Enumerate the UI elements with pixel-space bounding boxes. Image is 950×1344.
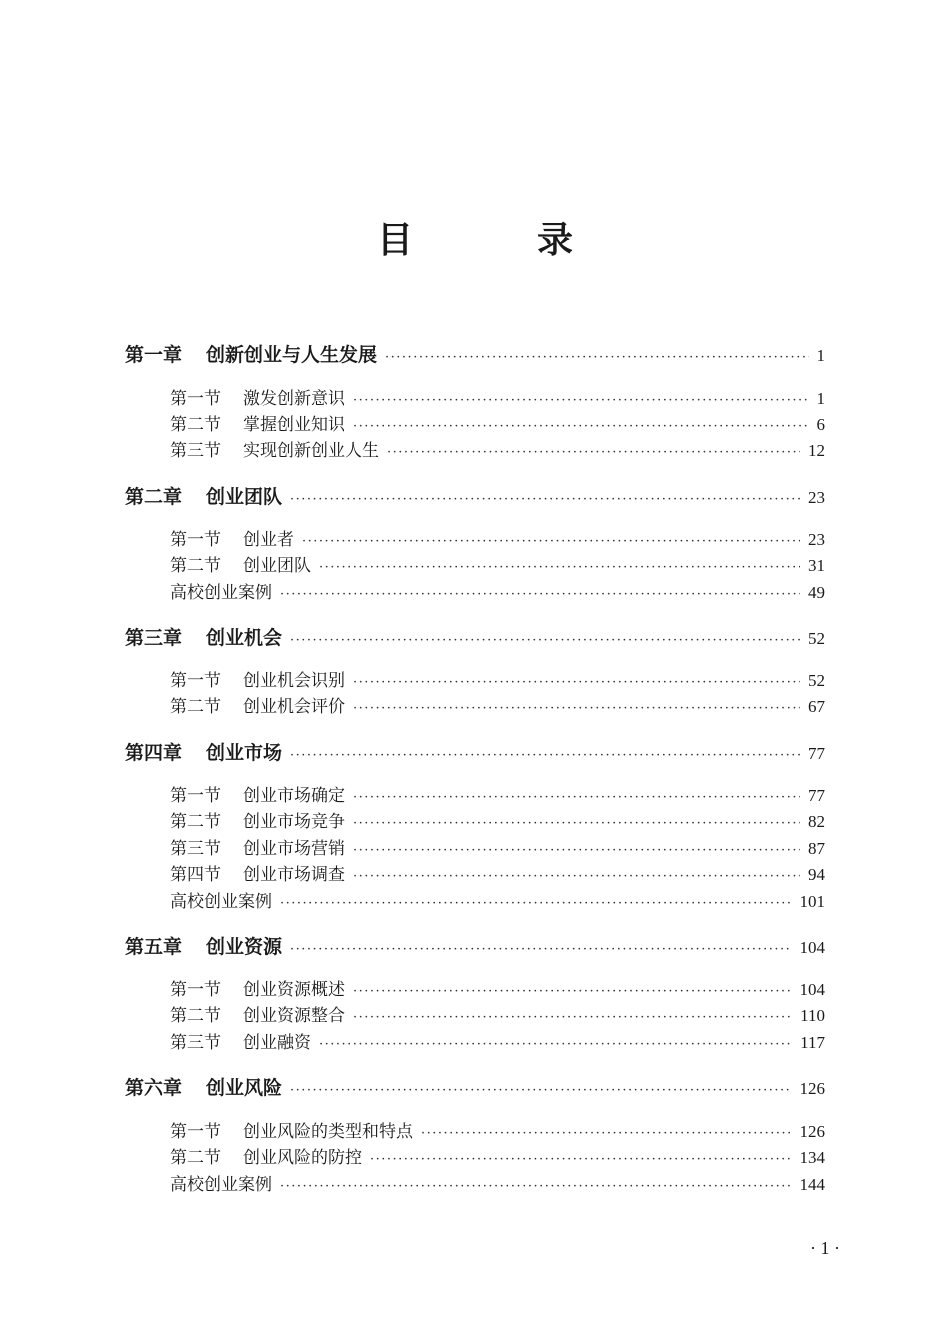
- chapter-number: 第六章: [125, 1077, 183, 1099]
- section-title: 高校创业案例: [170, 892, 272, 912]
- page-number: 1: [816, 389, 825, 408]
- toc-section-row[interactable]: [170, 384, 825, 409]
- dot-leader: [353, 984, 792, 999]
- section-number: 第二节: [170, 1006, 221, 1026]
- toc-entry-title: [170, 1170, 272, 1195]
- toc-chapter-row[interactable]: [125, 623, 825, 650]
- toc-section-row[interactable]: [170, 1028, 825, 1053]
- section-title: 实现创新创业人生: [243, 441, 379, 461]
- section-number: 第一节: [170, 1122, 221, 1142]
- page-number: 1: [816, 346, 825, 365]
- toc-entry-title: [125, 623, 282, 650]
- section-number: 第二节: [170, 697, 221, 717]
- section-number: 第三节: [170, 839, 221, 859]
- toc-section-row[interactable]: [170, 860, 825, 885]
- toc-entry-title: [170, 551, 311, 576]
- toc-chapter-row[interactable]: [125, 482, 825, 509]
- toc-chapter-row[interactable]: [125, 932, 825, 959]
- toc-case-row[interactable]: [170, 1170, 825, 1195]
- section-number: 第一节: [170, 389, 221, 409]
- chapter-title: 创业市场: [206, 742, 283, 764]
- toc-section-row[interactable]: [170, 975, 825, 1000]
- toc-entry-title: [170, 834, 345, 859]
- dot-leader: [280, 1179, 792, 1194]
- toc-entry-title: [170, 1001, 345, 1026]
- section-number: 第二节: [170, 1148, 221, 1168]
- section-number: 第一节: [170, 671, 221, 691]
- toc-section-row[interactable]: [170, 1117, 825, 1142]
- toc-section-row[interactable]: [170, 525, 825, 550]
- dot-leader: [353, 701, 800, 716]
- toc-section-row[interactable]: [170, 436, 825, 461]
- section-number: 第一节: [170, 786, 221, 806]
- toc-chapter-row[interactable]: [125, 738, 825, 765]
- section-number: 第三节: [170, 1033, 221, 1053]
- toc-entry-title: [125, 1073, 282, 1100]
- section-title: 创业机会评价: [243, 697, 345, 717]
- dot-leader: [280, 587, 800, 602]
- chapter-title: 创业团队: [206, 486, 283, 508]
- toc-entry-title: [170, 781, 345, 806]
- dot-leader: [387, 445, 800, 460]
- dot-leader: [421, 1126, 792, 1141]
- dot-leader: [353, 843, 800, 858]
- toc-entry-title: [125, 738, 282, 765]
- page-number: 49: [808, 583, 825, 602]
- section-title: 高校创业案例: [170, 1175, 272, 1195]
- toc-entry-title: [170, 410, 345, 435]
- section-number: 第一节: [170, 530, 221, 550]
- section-title: 创业机会识别: [243, 671, 345, 691]
- page-number: 82: [808, 812, 825, 831]
- section-title: 高校创业案例: [170, 583, 272, 603]
- toc-entry-title: [170, 1143, 362, 1168]
- page-number: 12: [808, 441, 825, 460]
- dot-leader: [290, 1083, 791, 1098]
- page-number: 126: [799, 1079, 825, 1098]
- dot-leader: [370, 1152, 792, 1167]
- page-number: 52: [808, 671, 825, 690]
- section-number: 第二节: [170, 415, 221, 435]
- toc-case-row[interactable]: [170, 578, 825, 603]
- toc-section-row[interactable]: [170, 781, 825, 806]
- dot-leader: [385, 350, 808, 365]
- section-number: 第二节: [170, 556, 221, 576]
- page-number: 67: [808, 697, 825, 716]
- toc-section-row[interactable]: [170, 1001, 825, 1026]
- page-number: 104: [799, 980, 825, 999]
- toc-entry-title: [170, 1117, 413, 1142]
- page-number: 144: [799, 1175, 825, 1194]
- toc-chapter-row[interactable]: [125, 1073, 825, 1100]
- dot-leader: [290, 492, 800, 507]
- page-number: 77: [808, 786, 825, 805]
- section-title: 创业团队: [243, 556, 311, 576]
- toc-case-row[interactable]: [170, 887, 825, 912]
- section-title: 创业者: [243, 530, 294, 550]
- section-title: 激发创新意识: [243, 389, 345, 409]
- section-title: 创业风险的类型和特点: [243, 1122, 413, 1142]
- section-number: 第一节: [170, 980, 221, 1000]
- dot-leader: [353, 419, 809, 434]
- page-number: 6: [816, 415, 825, 434]
- toc-chapter-row[interactable]: [125, 340, 825, 367]
- page-number: 77: [808, 744, 825, 763]
- section-number: 第二节: [170, 812, 221, 832]
- chapter-number: 第一章: [125, 344, 183, 366]
- toc-section-row[interactable]: [170, 551, 825, 576]
- dot-leader: [290, 748, 800, 763]
- page-number: 23: [808, 530, 825, 549]
- toc-section-row[interactable]: [170, 666, 825, 691]
- page-number: 110: [800, 1006, 825, 1025]
- toc-entry-title: [170, 1028, 311, 1053]
- dot-leader: [280, 896, 792, 911]
- toc-section-row[interactable]: [170, 410, 825, 435]
- toc-entry-title: [170, 384, 345, 409]
- dot-leader: [319, 560, 800, 575]
- page-number: 117: [800, 1033, 825, 1052]
- toc-section-row[interactable]: [170, 1143, 825, 1168]
- toc-entry-title: [125, 932, 282, 959]
- toc-section-row[interactable]: [170, 692, 825, 717]
- toc-entry-title: [170, 975, 345, 1000]
- page-number: 23: [808, 488, 825, 507]
- page-number-footer: · 1 ·: [810, 1238, 840, 1258]
- toc-section-row[interactable]: [170, 834, 825, 859]
- toc-entry-title: [170, 807, 345, 832]
- chapter-title: 创业资源: [206, 936, 283, 958]
- page-number: 52: [808, 629, 825, 648]
- dot-leader: [353, 675, 800, 690]
- chapter-number: 第三章: [125, 627, 183, 649]
- section-number: 第四节: [170, 865, 221, 885]
- chapter-number: 第二章: [125, 486, 183, 508]
- page-number: 104: [799, 938, 825, 957]
- section-title: 掌握创业知识: [243, 415, 345, 435]
- toc-entry-title: [170, 525, 294, 550]
- section-title: 创业融资: [243, 1033, 311, 1053]
- toc-entry-title: [170, 887, 272, 912]
- chapter-number: 第五章: [125, 936, 183, 958]
- toc-title: 目 录: [376, 220, 617, 261]
- dot-leader: [290, 633, 800, 648]
- section-title: 创业市场营销: [243, 839, 345, 859]
- dot-leader: [353, 816, 800, 831]
- dot-leader: [353, 393, 809, 408]
- toc-entry-title: [125, 482, 282, 509]
- dot-leader: [353, 869, 800, 884]
- section-title: 创业资源整合: [243, 1006, 345, 1026]
- toc-entry-title: [170, 436, 379, 461]
- dot-leader: [353, 1010, 792, 1025]
- page-number: 101: [799, 892, 825, 911]
- dot-leader: [319, 1037, 792, 1052]
- dot-leader: [353, 790, 800, 805]
- chapter-title: 创新创业与人生发展: [206, 344, 378, 366]
- page-number: 94: [808, 865, 825, 884]
- chapter-title: 创业风险: [206, 1077, 283, 1099]
- section-title: 创业市场调查: [243, 865, 345, 885]
- page-number: 126: [799, 1122, 825, 1141]
- toc-entry-title: [170, 666, 345, 691]
- section-title: 创业资源概述: [243, 980, 345, 1000]
- section-title: 创业风险的防控: [243, 1148, 362, 1168]
- toc-section-row[interactable]: [170, 807, 825, 832]
- toc-entry-title: [170, 578, 272, 603]
- section-title: 创业市场确定: [243, 786, 345, 806]
- section-number: 第三节: [170, 441, 221, 461]
- page-number: 31: [808, 556, 825, 575]
- chapter-title: 创业机会: [206, 627, 283, 649]
- chapter-number: 第四章: [125, 742, 183, 764]
- page-number: 134: [799, 1148, 825, 1167]
- section-title: 创业市场竞争: [243, 812, 345, 832]
- page-number: 87: [808, 839, 825, 858]
- toc-entry-title: [170, 860, 345, 885]
- toc-entry-title: [125, 340, 377, 367]
- dot-leader: [302, 534, 800, 549]
- toc-entry-title: [170, 692, 345, 717]
- dot-leader: [290, 942, 791, 957]
